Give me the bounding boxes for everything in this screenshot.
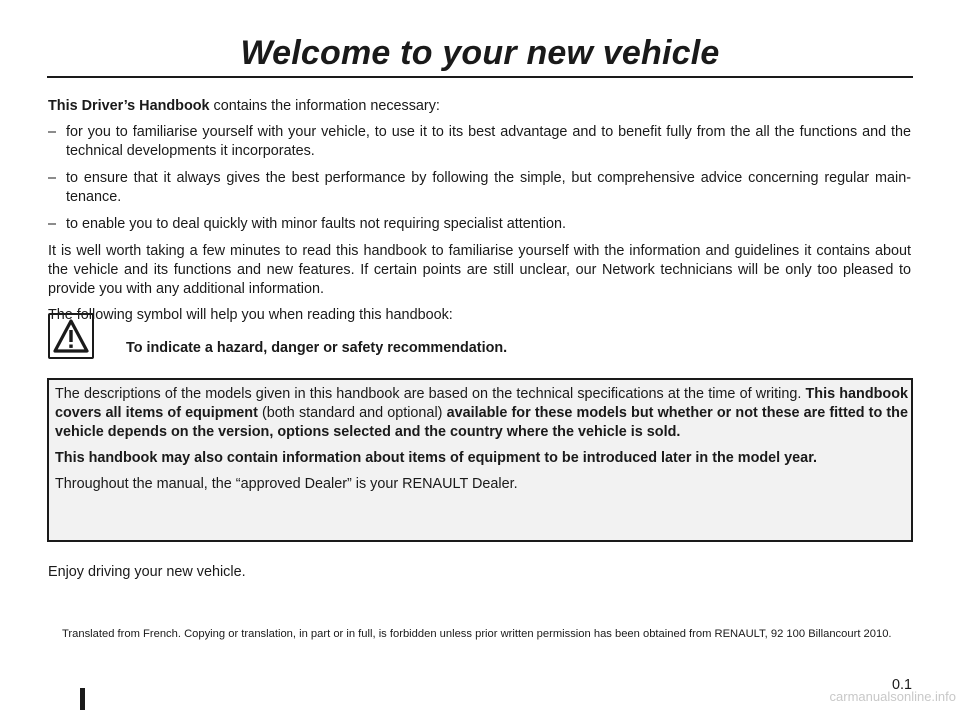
worth-paragraph: It is well worth taking a few minutes to read this handbook to familiarise yourself with the information and guidelines it contains about the vehicle and its functions and new features. If certain points are still unclear, our Network technicians will be only too pleased to provide you with any additional information. bbox=[48, 243, 911, 297]
equipment-notice-box bbox=[47, 378, 913, 542]
warning-triangle-icon bbox=[48, 313, 94, 359]
notice-bold-text: This handbook covers all items of equipment bbox=[55, 386, 908, 421]
future-equipment-text: This handbook may also contain information about items of equipment to be introduced later in the model year. bbox=[55, 450, 817, 466]
list-item-text: for you to familiarise yourself with your vehicle, to use it to its best advantage and to benefit fully from the all the functions and the technical developments it incorporates. bbox=[66, 124, 911, 159]
intro-paragraph bbox=[48, 97, 911, 116]
intro-text: contains the information necessary: bbox=[209, 98, 440, 114]
list-item-text: to enable you to deal quickly with minor faults not requiring specialist attention. bbox=[66, 216, 566, 232]
list-item-text: to ensure that it always gives the best performance by following the simple, but comprehensive advice concerning regular maintenance. bbox=[66, 170, 911, 205]
symbol-intro-paragraph: The following symbol will help you when reading this handbook: bbox=[48, 307, 453, 323]
notice-text: The descriptions of the models given in this handbook are based on the technical specifications at the time of writing. bbox=[55, 386, 806, 402]
watermark: carmanualsonline.info bbox=[829, 689, 956, 704]
page-title: Welcome to your new vehicle bbox=[240, 34, 720, 72]
future-equipment-paragraph bbox=[55, 449, 908, 468]
intro-section bbox=[48, 97, 911, 332]
dealer-paragraph: Throughout the manual, the “approved Dealer” is your RENAULT Dealer. bbox=[55, 476, 518, 492]
notice-text: (both standard and optional) bbox=[257, 405, 447, 421]
warning-description: To indicate a hazard, danger or safety recommendation. bbox=[126, 340, 508, 356]
notice-paragraph bbox=[55, 385, 908, 442]
closing-line: Enjoy driving your new vehicle. bbox=[48, 564, 246, 580]
symbol-legend bbox=[48, 313, 911, 361]
page-number: 0.1 bbox=[891, 677, 912, 693]
bullet-dash: – bbox=[48, 124, 57, 140]
title-divider bbox=[47, 76, 913, 78]
bullet-dash: – bbox=[48, 170, 57, 186]
handbook-name: This Driver’s Handbook bbox=[48, 98, 210, 114]
list-item bbox=[48, 215, 911, 234]
purpose-list bbox=[48, 123, 911, 234]
bullet-dash: – bbox=[48, 216, 57, 232]
list-item bbox=[48, 169, 911, 207]
notice-bold-text: available for these models but whether or not these are fitted to the vehicle depends on the version, options selected and the country where the vehicle is sold. bbox=[55, 405, 908, 440]
margin-mark bbox=[80, 688, 85, 710]
copyright-footnote: Translated from French. Copying or translation, in part or in full, is forbidden unless prior written permission has been obtained from RENAULT, 92 100 Billancourt 2010. bbox=[62, 628, 892, 640]
list-item bbox=[48, 123, 911, 161]
